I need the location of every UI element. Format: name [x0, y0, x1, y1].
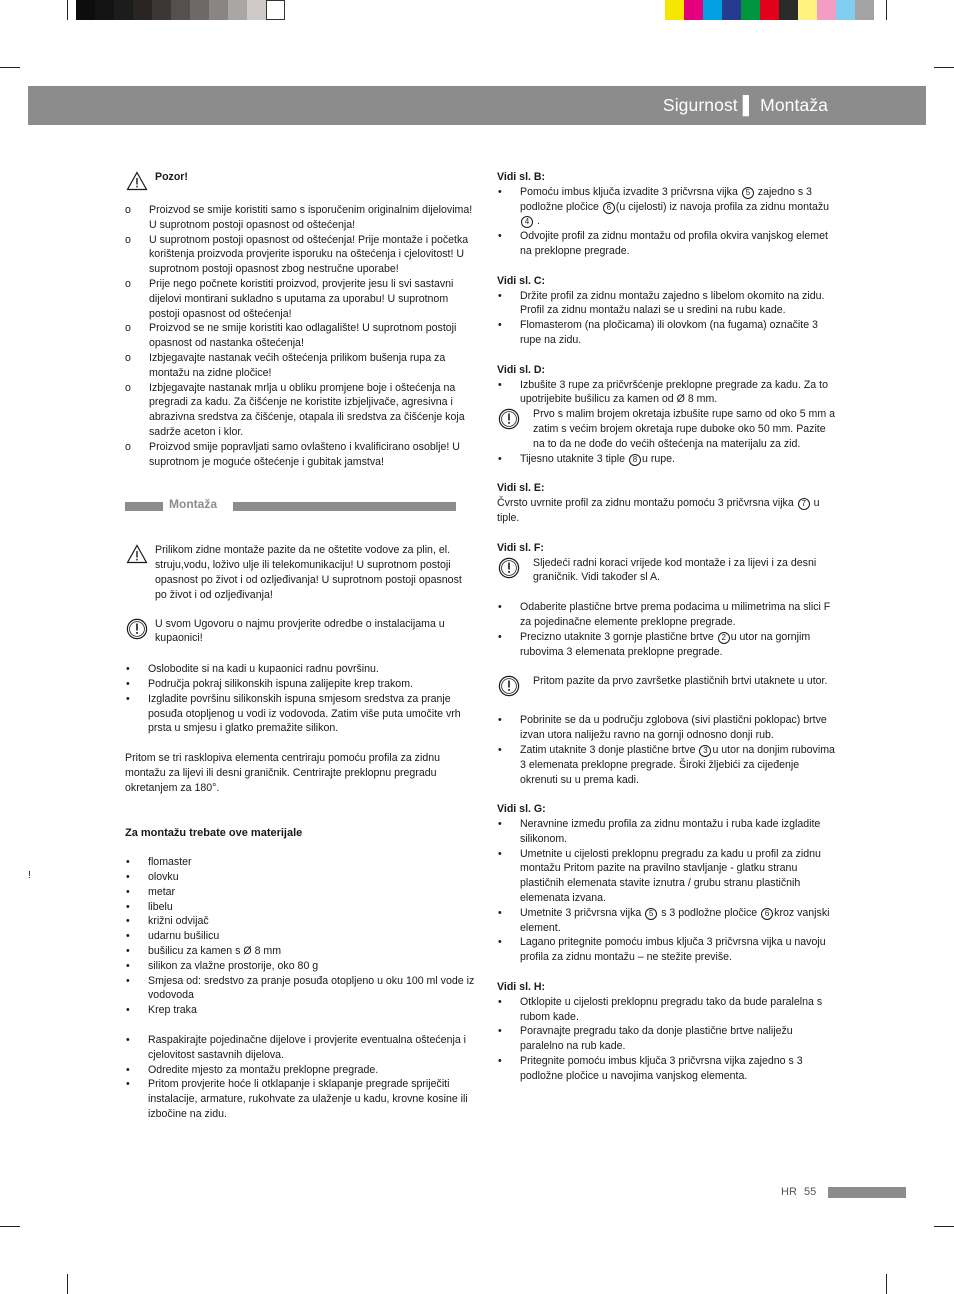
- bullet: •: [498, 601, 502, 614]
- text: silikon za vlažne prostorije, oko 80 g: [148, 959, 319, 972]
- bullet: •: [498, 289, 502, 302]
- text: križni odvijač: [148, 915, 209, 928]
- gray-swatch: [190, 0, 209, 20]
- warning-item: [125, 203, 475, 233]
- bullet: o: [125, 322, 131, 335]
- materials-title: Za montažu trebate ove materijale: [125, 826, 303, 839]
- text: u utor na gornjim rubovima 3 elemenata preklopne pregrade.: [520, 630, 811, 658]
- color-swatch: [798, 0, 817, 20]
- bullet: o: [125, 381, 131, 394]
- bullet: •: [126, 1034, 130, 1047]
- step-b-item: [497, 185, 839, 229]
- bullet: •: [498, 630, 502, 643]
- text: Oslobodite si na kadi u kupaonici radnu površinu.: [148, 663, 379, 676]
- gray-swatch: [152, 0, 171, 20]
- danger-note-text: Prilikom zidne montaže pazite da ne oštetite vodove za plin, el. struju,vodu, loživo ulje ili telekomunikaciju! U suprotnom postoji opasnost po život i od ozljeđivanja! U suprotnom postoji opasnost po život i od ozljeđivanja!: [155, 544, 462, 601]
- text: Pritegnite pomoću imbus ključa 3 pričvrsna vijka zajedno s 3 podložne pločice u navojima vanjskog elementa.: [520, 1055, 803, 1082]
- text: .: [536, 215, 540, 228]
- material-item: [125, 855, 475, 870]
- color-swatch: [665, 0, 684, 20]
- color-swatch: [741, 0, 760, 20]
- bullet: •: [498, 906, 502, 919]
- exclamation-circle-icon: [126, 618, 148, 640]
- part-number: 4: [521, 216, 533, 228]
- step-d-title: Vidi sl. D:: [497, 363, 546, 376]
- material-item: [125, 870, 475, 885]
- text: Precizno utaknite 3 gornje plastične brtve: [520, 630, 714, 643]
- bullet: •: [126, 692, 130, 705]
- part-number: 8: [629, 454, 641, 466]
- crop-mark: [0, 67, 20, 68]
- material-item: [125, 885, 475, 900]
- text: bušilicu za kamen s Ø 8 mm: [148, 945, 282, 958]
- part-number: 3: [699, 745, 711, 757]
- text: olovku: [148, 871, 179, 884]
- bullet: o: [125, 440, 131, 453]
- text: Prije nego počnete koristiti proizvod, provjerite jesu li svi sastavni dijelovi montirani sukladno s uputama za uporabu! U suprotnom postoji opasnost od oštećenja!: [149, 277, 454, 320]
- bullet: •: [126, 974, 130, 987]
- text: Čvrsto uvrnite profil za zidnu montažu pomoću 3 pričvrsna vijka: [497, 497, 794, 510]
- color-swatch: [855, 0, 874, 20]
- text: Otklopite u cijelosti preklopnu pregradu tako da bude paralelna s rubom kade.: [520, 995, 823, 1023]
- text: Proizvod smije popravljati samo ovlašteno i kvalificirano osoblje! U suprotnom je moguće oštećenje i gubitak jamstva!: [149, 440, 460, 468]
- section-header-band: [28, 86, 926, 125]
- warning-item: [125, 381, 475, 440]
- bullet: •: [126, 1063, 130, 1076]
- text: Poravnajte pregradu tako da donje plastične brtve naliježu paralelno na rub kade.: [520, 1025, 793, 1053]
- warning-item: [125, 351, 475, 381]
- gray-swatch: [114, 0, 133, 20]
- gray-swatch: [95, 0, 114, 20]
- stray-mark: !: [28, 870, 31, 881]
- bullet: •: [126, 856, 130, 869]
- warning-list: [125, 203, 475, 469]
- gray-swatch: [171, 0, 190, 20]
- exclamation-circle-icon: [498, 675, 520, 697]
- info-note-text: U svom Ugovoru o najmu provjerite odredbe o instalacijama u kupaonici!: [155, 617, 445, 645]
- bullet: •: [498, 452, 502, 465]
- warning-item: [125, 440, 475, 470]
- warning-triangle-icon: [126, 544, 148, 564]
- warning-item: [125, 321, 475, 351]
- step-e-title: Vidi sl. E:: [497, 482, 545, 495]
- bullet: •: [498, 818, 502, 831]
- text: s 3 podložne pločice: [661, 906, 758, 919]
- text: Pomoću imbus ključa izvadite 3 pričvrsna vijka: [520, 185, 738, 198]
- text: kroz vanjski element.: [520, 906, 830, 934]
- step-h-item: [497, 1054, 839, 1084]
- text: Proizvod se smije koristiti samo s isporučenim originalnim dijelovima! U suprotnom postoji opasnost od oštećenja!: [149, 204, 473, 231]
- crop-mark: [934, 67, 954, 68]
- crop-mark: [67, 1274, 68, 1294]
- step-b-item: [497, 229, 839, 259]
- step-h-item: [497, 995, 839, 1025]
- right-column: [497, 170, 839, 1084]
- material-item: [125, 944, 475, 959]
- color-swatch: [703, 0, 722, 20]
- text: Proizvod se ne smije koristiti kao odlagalište! U suprotnom postoji opasnost od nastanka oštećenja!: [149, 322, 457, 350]
- text: Odaberite plastične brtve prema podacima u milimetrima na slici F za pojedinačne elemente preklopne pregrade.: [520, 601, 831, 628]
- step-d-note: [497, 407, 839, 451]
- text: Odvojite profil za zidnu montažu od profila okvira vanjskog elemet na preklopne pregrade.: [520, 230, 828, 257]
- step-g-item: [497, 935, 839, 965]
- text: Izbjegavajte nastanak većih oštećenja prilikom bušenja rupa za montažu na zidne pločice!: [149, 351, 446, 379]
- part-number: 5: [645, 908, 657, 920]
- gray-swatch: [228, 0, 247, 20]
- bullet: •: [498, 995, 502, 1008]
- caution-title: Pozor!: [155, 171, 188, 183]
- step-f-item: [497, 630, 839, 660]
- step-f-note: [497, 556, 839, 586]
- part-number: 6: [603, 202, 615, 214]
- bullet: o: [125, 351, 131, 364]
- prep-step: [125, 692, 475, 736]
- info-note: [125, 617, 475, 647]
- part-number: 5: [742, 187, 754, 199]
- crop-mark: [886, 1274, 887, 1294]
- bullet: •: [126, 677, 130, 690]
- process-color-bar: [665, 0, 874, 20]
- text: U suprotnom postoji opasnost od oštećenja! Prije montaže i početka korištenja proizvoda provjerite isporuku na oštećenja i cjelovitost! U suprotnom postoji opasnost zbog nestručne uporabe!: [149, 233, 469, 276]
- text: Pritom pazite da prvo završetke plastičnih brtvi utaknete u utor.: [533, 675, 828, 688]
- warning-item: [125, 277, 475, 321]
- step-e-text: [497, 496, 839, 526]
- text: Krep traka: [148, 1004, 197, 1017]
- text: Izgladite površinu silikonskih ispuna smjesom sredstva za pranje posuđa otopljenog u vodi iz vodovoda. Zatim više puta umočite vrh prsta u smjesu i glatko premažite silikon.: [148, 692, 461, 735]
- step-c-item: [497, 289, 839, 319]
- color-swatch: [817, 0, 836, 20]
- step-g-item: [497, 817, 839, 847]
- final-step: [125, 1077, 475, 1121]
- grayscale-color-bar: [76, 0, 285, 20]
- bullet: •: [126, 930, 130, 943]
- text: Prvo s malim brojem okretaja izbušite rupe samo od oko 5 mm a zatim s većim brojem okretaja rupe duboke oko 50 mm. Pazite na to da ne dođe do većih oštećenja na materijalu za zid.: [533, 408, 836, 450]
- bullet: o: [125, 277, 131, 290]
- bullet: •: [498, 743, 502, 756]
- bullet: •: [126, 1004, 130, 1017]
- material-item: [125, 974, 475, 1004]
- step-g-title: Vidi sl. G:: [497, 803, 546, 816]
- text: metar: [148, 885, 176, 898]
- color-swatch: [684, 0, 703, 20]
- warning-triangle-icon: [126, 171, 148, 191]
- bullet: •: [498, 1055, 502, 1068]
- text: Izbjegavajte nastanak mrlja u obliku promjene boje i oštećenja na pregradi za kadu. Za čišćenje ne koristite izbjeljivače, agresivna i abrazivna sredstva za čišćenje, otapala ili sredstva za čišćenje koja sadrže aceton i klor.: [149, 381, 465, 438]
- warning-item: [125, 233, 475, 277]
- step-c-title: Vidi sl. C:: [497, 274, 546, 287]
- final-step: [125, 1063, 475, 1078]
- step-h-title: Vidi sl. H:: [497, 981, 546, 994]
- text: Područja pokraj silikonskih ispuna zalijepite krep trakom.: [148, 677, 413, 690]
- part-number: 2: [718, 632, 730, 644]
- centering-paragraph: Pritom se tri rasklopiva elementa centriraju pomoću profila za zidnu montažu za lijevi ili desni graničnik. Centrirajte preklopnu pregradu okretanjem za 180°.: [125, 752, 441, 794]
- step-h-item: [497, 1024, 839, 1054]
- prep-step: [125, 662, 475, 677]
- bullet: •: [126, 915, 130, 928]
- bullet: o: [125, 233, 131, 246]
- bullet: •: [126, 945, 130, 958]
- gray-swatch: [209, 0, 228, 20]
- step-b-title: Vidi sl. B:: [497, 171, 546, 183]
- text: Umetnite 3 pričvrsna vijka: [520, 906, 642, 919]
- left-column: [125, 170, 475, 1122]
- danger-note: [125, 543, 475, 602]
- text: Raspakirajte pojedinačne dijelove i provjerite eventualna oštećenja i cjelovitost sastavnih dijelova.: [148, 1034, 467, 1061]
- text: zajedno s 3 podložne pločice: [520, 185, 812, 213]
- exclamation-circle-icon: [498, 557, 520, 579]
- crop-mark: [886, 0, 887, 20]
- heading-bar-right: [233, 502, 456, 511]
- bullet: •: [126, 885, 130, 898]
- text: Držite profil za zidnu montažu zajedno s libelom okomito na zidu. Profil za zidnu montažu nalazi se u sredini na rubu kade.: [520, 289, 825, 317]
- material-item: [125, 929, 475, 944]
- text: Pobrinite se da u području zglobova (sivi plastični poklopac) brtve izvan utora naliježu ravno na gornji odnosno donji rub.: [520, 714, 827, 742]
- text: udarnu bušilicu: [148, 930, 220, 943]
- bullet: •: [498, 319, 502, 332]
- heading-bar-left: [125, 502, 163, 511]
- bullet: •: [498, 185, 502, 198]
- text: u tiple.: [497, 497, 820, 524]
- text: Neravnine između profila za zidnu montažu i ruba kade izgladite silikonom.: [520, 818, 821, 845]
- text: (u cijelosti) iz navoja profila za zidnu montažu: [615, 200, 830, 213]
- caution-heading: [125, 170, 475, 190]
- bullet: •: [126, 663, 130, 676]
- page-title: Sigurnost ▌ Montaža: [662, 95, 828, 115]
- text: Flomasterom (na pločicama) ili olovkom (na fugama) označite 3 rupe na zidu.: [520, 319, 818, 346]
- step-d-item: [497, 452, 839, 467]
- step-g-item: [497, 906, 839, 936]
- bullet: •: [498, 230, 502, 243]
- bullet: •: [126, 959, 130, 972]
- text: Odredite mjesto za montažu preklopne pregrade.: [148, 1063, 379, 1076]
- bullet: •: [498, 378, 502, 391]
- text: u rupe.: [641, 452, 675, 465]
- bullet: •: [498, 714, 502, 727]
- step-f-title: Vidi sl. F:: [497, 541, 544, 554]
- final-step: [125, 1033, 475, 1063]
- part-number: 6: [761, 908, 773, 920]
- gray-swatch: [76, 0, 95, 20]
- color-swatch: [836, 0, 855, 20]
- exclamation-circle-icon: [498, 408, 520, 430]
- bullet: •: [126, 1078, 130, 1091]
- step-d-item: [497, 378, 839, 408]
- text: u utor na donjim rubovima 3 elemenata preklopne pregrade. Široki žljebići za cijeđenje okrenuti su u prema kadi.: [520, 743, 835, 786]
- bullet: •: [498, 1025, 502, 1038]
- gray-swatch: [247, 0, 266, 20]
- step-f-item: [497, 713, 839, 743]
- materials-list: [125, 855, 475, 1018]
- page-number: 55: [804, 1186, 817, 1198]
- color-swatch: [722, 0, 741, 20]
- language-code: HR: [781, 1186, 797, 1198]
- footer-bar: [828, 1187, 906, 1198]
- gray-swatch: [133, 0, 152, 20]
- text: Smjesa od: sredstvo za pranje posuđa otopljeno u oku 100 ml vode iz vodovoda: [148, 974, 475, 1002]
- section-label: Montaža: [169, 497, 217, 512]
- material-item: [125, 959, 475, 974]
- crop-mark: [934, 1226, 954, 1227]
- text: Umetnite u cijelosti preklopnu pregradu za kadu u profil za zidnu montažu Pritom pazite na pravilno stavljanje - glatku stranu plastičnih elemenata stavite iznutra / grubu stranu plastičnih elemenata izvana.: [520, 847, 821, 905]
- prep-step: [125, 677, 475, 692]
- crop-mark: [67, 0, 68, 20]
- bullet: o: [125, 204, 131, 216]
- text: Sljedeći radni koraci vrijede kod montaže i za lijevi i za desni graničnik. Vidi također sl A.: [533, 556, 817, 584]
- step-f-item: [497, 600, 839, 630]
- color-swatch: [760, 0, 779, 20]
- bullet: •: [126, 871, 130, 884]
- material-item: [125, 900, 475, 915]
- text: Zatim utaknite 3 donje plastične brtve: [520, 743, 696, 756]
- text: libelu: [148, 900, 173, 913]
- bullet: •: [498, 847, 502, 860]
- bullet: •: [498, 936, 502, 949]
- color-swatch: [779, 0, 798, 20]
- material-item: [125, 1003, 475, 1018]
- gray-swatch: [266, 0, 285, 20]
- final-steps: [125, 1033, 475, 1122]
- material-item: [125, 914, 475, 929]
- section-heading-montaza: [125, 499, 475, 513]
- text: Tijesno utaknite 3 tiple: [520, 452, 626, 465]
- text: Pritom provjerite hoće li otklapanje i sklapanje pregrade spriječiti instalacije, armature, rukohvate za ulaženje u kadu, krovne kosine ili izbočine na zidu.: [148, 1078, 468, 1121]
- crop-mark: [0, 1226, 20, 1227]
- text: Lagano pritegnite pomoću imbus ključa 3 pričvrsna vijka u navoju profila za zidnu montažu – ne stežite previše.: [520, 936, 826, 964]
- preparation-steps: [125, 662, 475, 736]
- part-number: 7: [798, 498, 810, 510]
- step-c-item: [497, 318, 839, 348]
- bullet: •: [126, 900, 130, 913]
- step-f-item: [497, 743, 839, 787]
- step-g-item: [497, 847, 839, 906]
- text: flomaster: [148, 856, 192, 869]
- text: Izbušite 3 rupe za pričvršćenje preklopne pregrade za kadu. Za to upotrijebite bušilicu za kamen od Ø 8 mm.: [520, 378, 828, 406]
- step-f-note: [497, 674, 839, 698]
